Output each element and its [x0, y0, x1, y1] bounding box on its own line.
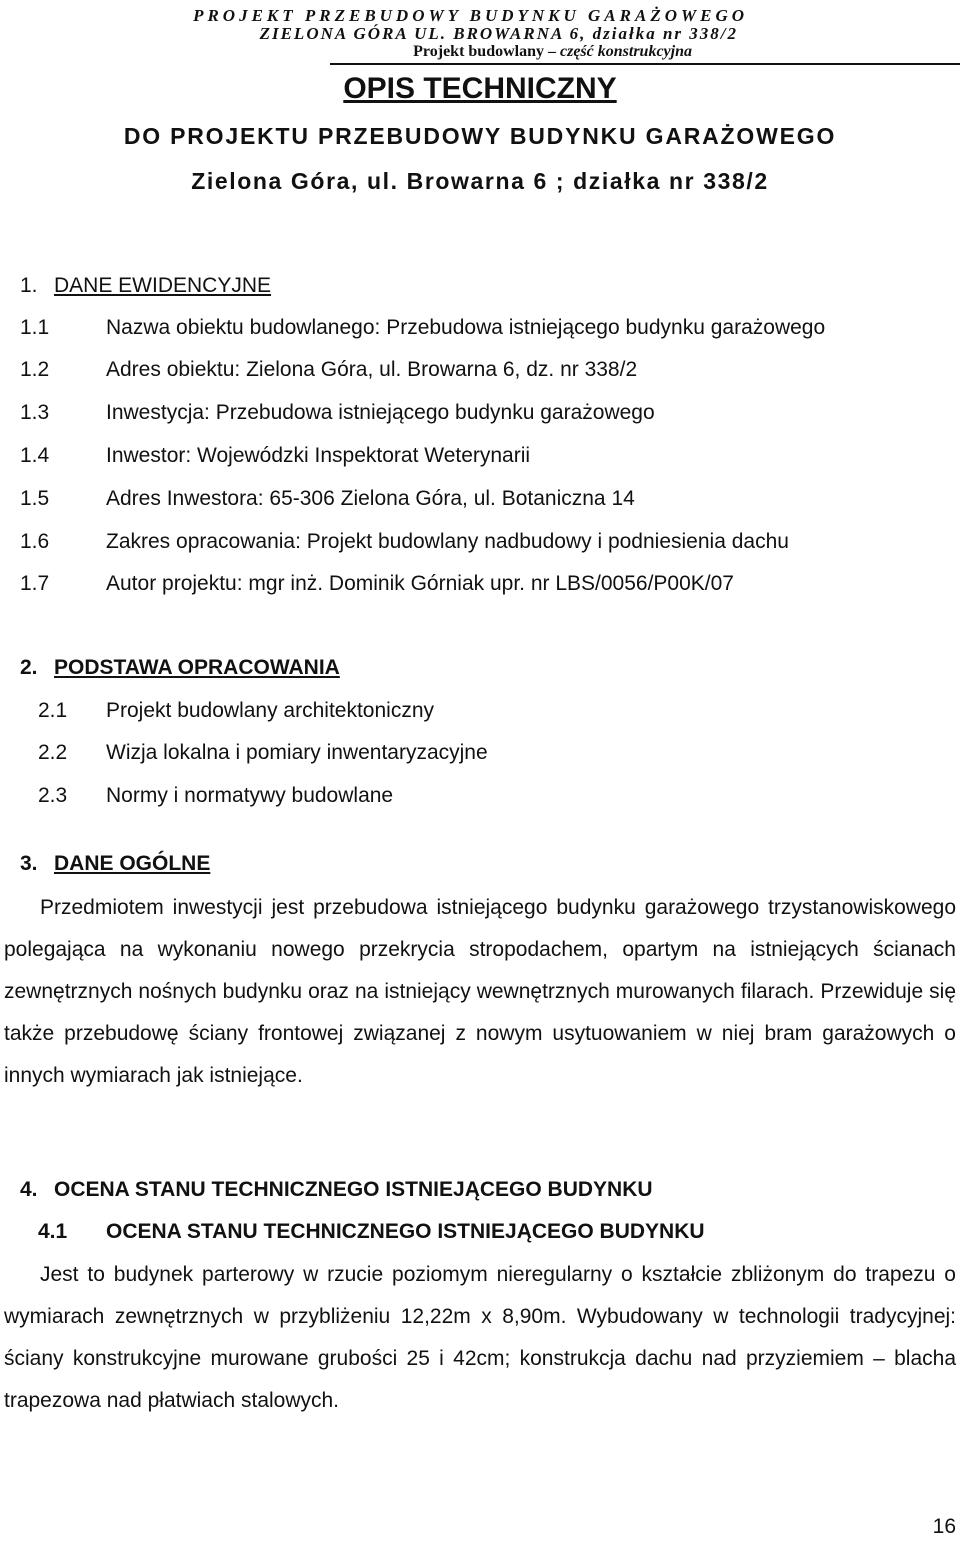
page-number: 16	[932, 1515, 956, 1538]
item-number: 1.4	[20, 444, 50, 467]
section-3-title: DANE OGÓLNE	[54, 852, 211, 875]
item-number: 1.2	[20, 358, 50, 381]
header-document-type-b: część konstrukcyjna	[560, 43, 692, 60]
item-number: 1.6	[20, 530, 50, 553]
document-location: Zielona Góra, ul. Browarna 6 ; działka nr 338/2	[191, 168, 769, 194]
item-text: Projekt budowlany architektoniczny	[106, 699, 435, 722]
document-subtitle: DO PROJEKTU PRZEBUDOWY BUDYNKU GARAŻOWEGO	[123, 123, 837, 149]
item-number: 2.2	[38, 741, 68, 764]
section-4-title: OCENA STANU TECHNICZNEGO ISTNIEJĄCEGO BUDYNKU	[54, 1178, 653, 1201]
item-text: Nazwa obiektu budowlanego: Przebudowa istniejącego budynku garażowego	[106, 316, 826, 339]
item-number: 2.1	[38, 699, 68, 722]
section-4-1-title: OCENA STANU TECHNICZNEGO ISTNIEJĄCEGO BUDYNKU	[106, 1220, 705, 1243]
section-1-title: DANE EWIDENCYJNE	[54, 274, 272, 297]
section-4-1-heading	[38, 1220, 705, 1244]
item-text: Zakres opracowania: Projekt budowlany nadbudowy i podniesienia dachu	[106, 530, 789, 553]
item-text: Normy i normatywy budowlane	[106, 784, 394, 807]
item-text: Autor projektu: mgr inż. Dominik Górniak upr. nr LBS/0056/P00K/07	[106, 572, 734, 595]
document-title: OPIS TECHNICZNY	[343, 72, 617, 105]
item-text: Adres Inwestora: 65-306 Zielona Góra, ul. Botaniczna 14	[106, 487, 635, 510]
item-text: Inwestor: Wojewódzki Inspektorat Weterynarii	[106, 444, 531, 467]
item-text: Wizja lokalna i pomiary inwentaryzacyjne	[106, 741, 488, 764]
section-2-heading	[20, 656, 340, 680]
header-document-type-a: Projekt budowlany –	[413, 43, 560, 60]
section-3-heading	[20, 852, 211, 876]
header-rule	[330, 63, 960, 65]
section-3-paragraph: Przedmiotem inwestycji jest przebudowa istniejącego budynku garażowego trzystanowiskowego polegająca na wykonaniu nowego przekrycia stropodachem, opartym na istniejących ścianach zewnętrznych nośnych budynku oraz na istniejący wewnętrznych murowanych filarach. Przewiduje się także przebudowę ściany frontowej związanej z nowym usytuowaniem w niej bram garażowych o innych wymiarach jak istniejące.	[4, 896, 956, 1087]
section-4-number: 4.	[20, 1178, 38, 1201]
section-2-number: 2.	[20, 656, 38, 679]
header-document-type	[0, 43, 960, 61]
section-1-number: 1.	[20, 274, 38, 297]
item-number: 1.5	[20, 487, 50, 510]
section-2-title: PODSTAWA OPRACOWANIA	[54, 656, 340, 679]
section-4-heading	[20, 1178, 653, 1202]
item-number: 1.3	[20, 401, 50, 424]
section-1-heading	[20, 274, 272, 298]
item-text: Inwestycja: Przebudowa istniejącego budynku garażowego	[106, 401, 655, 424]
section-4-1-number: 4.1	[38, 1220, 68, 1243]
section-3-number: 3.	[20, 852, 38, 875]
item-number: 1.7	[20, 572, 50, 595]
header-project-title: PROJEKT PRZEBUDOWY BUDYNKU GARAŻOWEGO	[193, 6, 748, 25]
item-text: Adres obiektu: Zielona Góra, ul. Browarna 6, dz. nr 338/2	[106, 358, 638, 381]
section-4-1-paragraph: Jest to budynek parterowy w rzucie poziomym nieregularny o kształcie zbliżonym do trapezu o wymiarach zewnętrznych w przybliżeniu 12,22m x 8,90m. Wybudowany w technologii tradycyjnej: ściany konstrukcyjne murowane grubości 25 i 42cm; konstrukcja dachu nad przyziemiem – blacha trapezowa nad płatwiach stalowych.	[4, 1263, 956, 1412]
header-address: ZIELONA GÓRA UL. BROWARNA 6, działka nr 338/2	[259, 24, 738, 43]
item-number: 2.3	[38, 784, 68, 807]
item-number: 1.1	[20, 316, 50, 339]
